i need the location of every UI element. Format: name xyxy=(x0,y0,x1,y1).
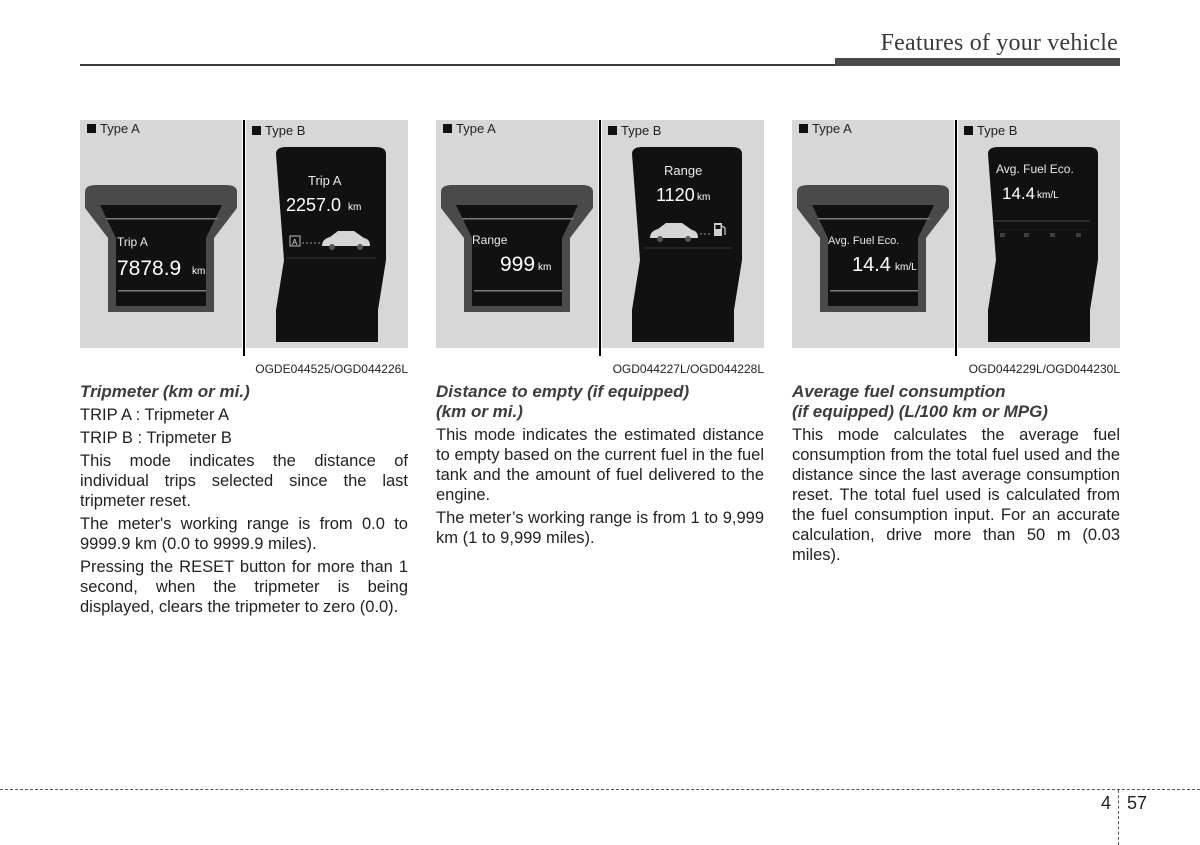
display-unit: km xyxy=(192,266,206,277)
display-value: 14.4 xyxy=(852,254,891,276)
section-heading xyxy=(436,382,764,422)
footer-dashed-separator xyxy=(1118,790,1119,845)
header-bar xyxy=(835,58,1120,66)
paragraph: This mode indicates the estimated distance to empty based on the current fuel in the fuel tank and the amount of fuel delivered to the engine. xyxy=(436,426,764,504)
figure-average-fuel xyxy=(792,120,1120,348)
display-label: Trip A xyxy=(117,235,148,249)
display-value: 7878.9 xyxy=(117,257,182,280)
paragraph: The meter’s working range is from 1 to 9,999 km (1 to 9,999 miles). xyxy=(436,509,764,547)
display-unit: km xyxy=(538,262,552,273)
display-value: 999 xyxy=(500,253,536,276)
figure-divider xyxy=(955,120,957,356)
section-heading xyxy=(792,382,1120,422)
section-heading-line: (km or mi.) xyxy=(436,402,523,421)
type-a-label: Type A xyxy=(100,121,140,136)
paragraph: TRIP B : Tripmeter B xyxy=(80,429,232,447)
cluster-display-type-b xyxy=(958,120,1120,348)
cluster-display-type-b xyxy=(602,120,764,348)
figure-divider xyxy=(243,120,245,356)
cluster-display-type-b xyxy=(246,120,408,348)
cluster-display-type-a xyxy=(436,120,598,348)
paragraph: The meter's working range is from 0.0 to 9999.9 km (0.0 to 9999.9 miles). xyxy=(80,515,408,553)
paragraph: This mode indicates the distance of individual trips selected since the last tripmeter reset. xyxy=(80,452,408,510)
trip-badge: A xyxy=(292,238,298,247)
figure-divider xyxy=(599,120,601,356)
display-unit: km xyxy=(348,202,362,213)
section-heading-line: (if equipped) (L/100 km or MPG) xyxy=(792,402,1048,421)
column-average-fuel-consumption xyxy=(792,120,1120,565)
type-a-label: Type A xyxy=(456,121,496,136)
figure-caption: OGD044227L/OGD044228L xyxy=(612,362,764,376)
figure-panel-type-b xyxy=(602,120,764,348)
cluster-display-type-a xyxy=(80,120,242,348)
figure-distance-to-empty xyxy=(436,120,764,348)
cluster-display-type-a xyxy=(792,120,954,348)
display-label: Avg. Fuel Eco. xyxy=(828,235,900,247)
display-label: Trip A xyxy=(308,173,342,188)
page-header-title: Features of your vehicle xyxy=(880,30,1118,56)
type-b-label: Type B xyxy=(265,123,306,138)
column-distance-to-empty xyxy=(436,120,764,548)
type-b-label: Type B xyxy=(977,123,1018,138)
type-a-label: Type A xyxy=(812,121,852,136)
display-label: Avg. Fuel Eco. xyxy=(996,162,1074,176)
header-rule xyxy=(80,64,835,66)
section-heading-line: Average fuel consumption xyxy=(792,382,1006,401)
display-value: 1120 xyxy=(656,185,695,205)
display-value: 2257.0 xyxy=(286,195,342,215)
figure-panel-type-a xyxy=(436,120,598,348)
paragraph: This mode calculates the average fuel consumption from the total fuel used and the distance since the last average consumption reset. The total fuel used is calculated from the fuel consumption input. For an accurate calculation, drive more than 50 m (0.03 miles). xyxy=(792,426,1120,564)
section-heading-line: Distance to empty (if equipped) xyxy=(436,382,690,401)
section-heading: Tripmeter (km or mi.) xyxy=(80,382,250,401)
figure-panel-type-b xyxy=(246,120,408,348)
paragraph: TRIP A : Tripmeter A xyxy=(80,406,230,424)
figure-caption: OGDE044525/OGD044226L xyxy=(255,362,408,376)
display-value: 14.4 xyxy=(1002,184,1036,203)
display-unit: km xyxy=(697,192,711,203)
footer-dashed-rule xyxy=(0,789,1200,790)
figure-panel-type-a xyxy=(80,120,242,348)
column-tripmeter xyxy=(80,120,408,617)
type-b-label: Type B xyxy=(621,123,662,138)
display-unit: km/L xyxy=(1037,190,1059,201)
page-number: 57 xyxy=(1127,793,1148,813)
display-label: Range xyxy=(664,163,703,178)
figure-caption: OGD044229L/OGD044230L xyxy=(968,362,1120,376)
display-label: Range xyxy=(472,233,508,247)
figure-tripmeter xyxy=(80,120,408,348)
display-unit: km/L xyxy=(895,262,917,273)
chapter-number: 4 xyxy=(1101,793,1112,813)
figure-panel-type-a xyxy=(792,120,954,348)
figure-panel-type-b xyxy=(958,120,1120,348)
paragraph: Pressing the RESET button for more than 1 second, when the tripmeter is being displayed, clears the tripmeter to zero (0.0). xyxy=(80,558,408,616)
